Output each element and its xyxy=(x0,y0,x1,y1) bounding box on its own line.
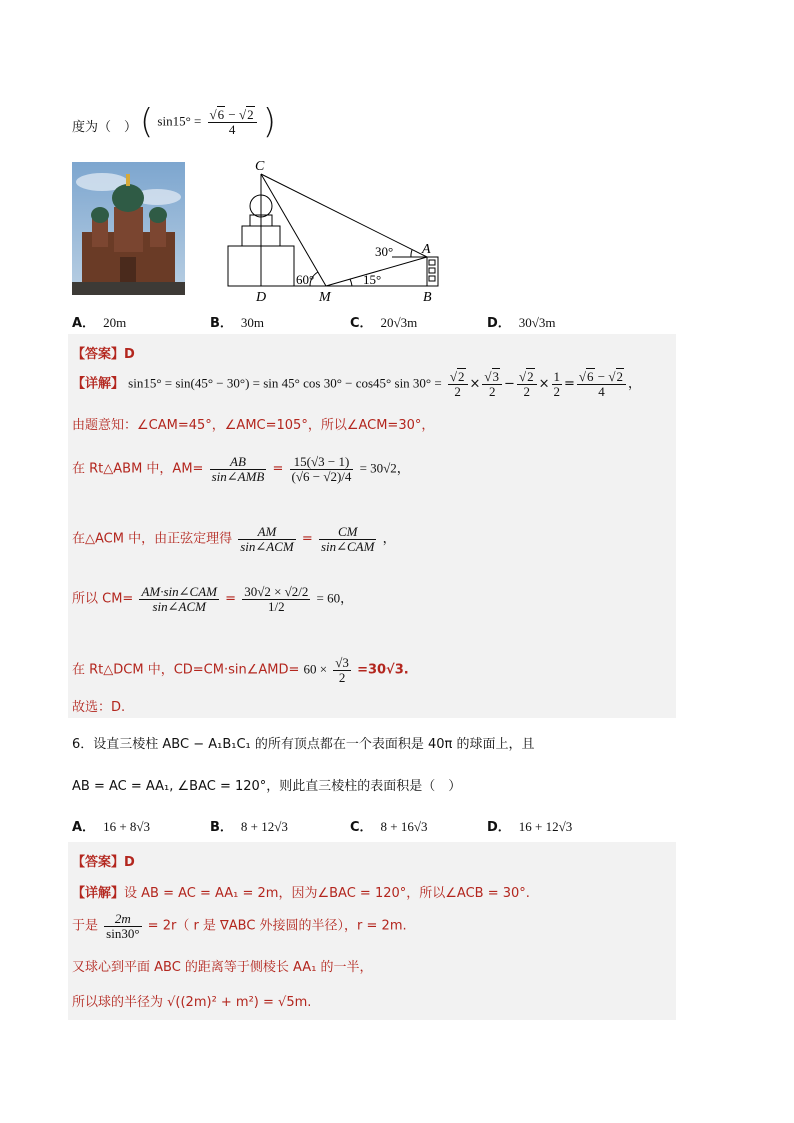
q5-answer-tag: 【答案】D xyxy=(72,347,135,362)
l3-frac1: $\frac{AB}{\text{sin∠AMB}}$ xyxy=(211,454,265,484)
q6-detail-line1 xyxy=(72,882,530,901)
q6-option-d[interactable] xyxy=(487,816,572,835)
d2-prefix: 于是 xyxy=(72,918,99,934)
option-label: C． xyxy=(350,820,373,835)
segment-CA xyxy=(261,174,427,257)
angle-30-label: 30° xyxy=(375,244,394,259)
option-value: 16 + 12√3 xyxy=(518,819,573,834)
label-D: D xyxy=(256,290,267,305)
label-A: A xyxy=(422,242,431,257)
q5-detail-line2: 由题意知：∠CAM=45°，∠AMC=105°，所以∠ACM=30°， xyxy=(72,418,435,433)
detail-tag: 【详解】 xyxy=(72,886,125,901)
q6-d1-text: 设 AB = AC = AA₁ = 2m，因为∠BAC = 120°，所以∠ACB = 30°. xyxy=(124,886,530,901)
option-label: A． xyxy=(72,316,96,331)
angle-arc-30 xyxy=(411,250,412,257)
d2-post: = 2r（ r 是 ∇ABC 外接圆的半径），r = 2m. xyxy=(147,918,407,934)
l6-result: =30√3. xyxy=(357,662,409,678)
l3-frac2: $\frac{15(√3 - 1)}{(√6 - √2)/4}$ xyxy=(291,454,352,484)
q5-option-a[interactable] xyxy=(72,312,126,331)
q5-hint-num-b: 2 xyxy=(247,106,254,122)
q5-hint-den: 4 xyxy=(228,121,236,137)
angle-arc-15 xyxy=(350,279,352,286)
q5-detail-line6 xyxy=(72,656,409,684)
frac-a: $\frac{√2}{2}$ xyxy=(448,370,468,398)
l6-frac: $\frac{√3}{2}$ xyxy=(335,655,349,685)
d2-frac: $\frac{2m}{\sin 30^\circ}$ xyxy=(106,911,140,941)
q5-detail-line3: 在 Rt△ABM 中，AM= $\frac{AB}{\text{sin∠AMB}}$ = $\frac{15(√3 - 1)}{(√6 - √2)/4}$ = 30√2， xyxy=(72,454,410,484)
option-value: 20m xyxy=(103,315,127,330)
q5-option-c[interactable] xyxy=(350,312,417,331)
q6-detail-line4: 所以球的半径为 √((2m)² + m²) = √5m. xyxy=(72,995,312,1010)
q6-answer-tag: 【答案】D xyxy=(72,855,135,870)
q5-detail-line7: 故选：D. xyxy=(72,700,126,715)
option-value: 8 + 12√3 xyxy=(240,819,288,834)
option-label: B． xyxy=(210,820,233,835)
q5-hint xyxy=(140,102,276,142)
q5-detail-line1: 【详解】 sin15° = sin(45° − 30°) = sin 45° cos 30° − cos45° sin 30° = $\frac{√2}{2}$ × $\frac{√3}{2}$ − $\frac{√2}{2}$ × $\frac{1}{2}$ = $\frac{√6 - √2}{4}$ ， xyxy=(72,369,642,399)
q6-stem-line2: AB = AC = AA₁, ∠BAC = 120°，则此直三棱柱的表面积是（ ） xyxy=(72,779,462,794)
q5-hint-frac: $\frac{√6 - √2}{4}$ xyxy=(208,108,257,136)
option-value: 20√3m xyxy=(380,315,418,330)
q5-detail-line4: 在△ACM 中，由正弦定理得 $\frac{AM}{\text{sin∠ACM}}$ = $\frac{CM}{\text{sin∠CAM}}$ ， xyxy=(72,524,396,554)
detail-tag: 【详解】 xyxy=(72,376,125,392)
q6-detail-line2 xyxy=(72,912,407,940)
l6-value: 60 × xyxy=(303,661,328,677)
q6-option-b[interactable] xyxy=(210,816,288,835)
q6-stem-line1: 6．设直三棱柱 ABC − A₁B₁C₁ 的所有顶点都在一个表面积是 40π 的球面上，且 xyxy=(72,737,535,752)
q5-option-b[interactable] xyxy=(210,312,264,331)
q6-option-a[interactable] xyxy=(72,816,150,835)
q5-hint-lhs: sin15° = xyxy=(157,113,202,129)
option-value: 30m xyxy=(240,315,265,330)
frac-e: $\frac{√6 - √2}{4}$ xyxy=(577,370,626,398)
line4-prefix: 在△ACM 中，由正弦定理得 xyxy=(72,531,233,547)
q5-stem-text: 度为（ ） xyxy=(72,120,138,135)
left-paren: ( xyxy=(140,102,154,142)
option-label: C． xyxy=(350,316,373,331)
label-C: C xyxy=(255,159,265,174)
line6-prefix: 在 Rt△DCM 中，CD=CM·sin∠AMD= xyxy=(72,662,300,678)
option-label: A． xyxy=(72,820,96,835)
frac-d: $\frac{1}{2}$ xyxy=(553,369,560,399)
l5-frac2: $\frac{30√2 \times √2/2}{1/2}$ xyxy=(244,584,309,614)
angle-60-label: 60° xyxy=(296,272,315,287)
label-B: B xyxy=(423,290,432,305)
q5-stem-tail xyxy=(72,116,137,135)
detail-formula: sin15° = sin(45° − 30°) = sin 45° cos 30° − cos45° sin 30° = xyxy=(128,375,442,391)
l5-result: = 60， xyxy=(316,590,354,606)
geometry-figure xyxy=(222,157,447,305)
option-label: B． xyxy=(210,316,233,331)
option-value: 16 + 8√3 xyxy=(103,819,151,834)
l3-result: = 30√2， xyxy=(359,460,410,476)
q6-option-c[interactable] xyxy=(350,816,428,835)
q6-detail-line3: 又球心到平面 ABC 的距离等于侧棱长 AA₁ 的一半， xyxy=(72,960,373,975)
q5-option-d[interactable] xyxy=(487,312,556,331)
right-paren: ) xyxy=(262,102,277,142)
option-label: D． xyxy=(487,820,511,835)
frac-b: $\frac{√3}{2}$ xyxy=(482,370,502,398)
q5-hint-num-a: 6 xyxy=(217,106,225,122)
frac-c: $\frac{√2}{2}$ xyxy=(517,370,537,398)
line5-prefix: 所以 CM= xyxy=(72,591,134,607)
option-value: 8 + 16√3 xyxy=(380,819,428,834)
line4-end: ， xyxy=(382,531,396,547)
l4-frac2: $\frac{CM}{\text{sin∠CAM}}$ xyxy=(320,524,375,554)
line3-prefix: 在 Rt△ABM 中，AM= xyxy=(72,461,204,477)
l4-frac1: $\frac{AM}{\text{sin∠ACM}}$ xyxy=(240,524,294,554)
angle-15-label: 15° xyxy=(363,272,382,287)
label-M: M xyxy=(319,290,331,305)
option-label: D． xyxy=(487,316,511,331)
cathedral-photo xyxy=(72,162,185,295)
option-value: 30√3m xyxy=(518,315,556,330)
q5-detail-line5: 所以 CM= $\frac{\text{AM·sin∠CAM}}{\text{sin∠ACM}}$ = $\frac{30√2 \times √2/2}{1/2}$ = 60， xyxy=(72,584,354,614)
q5-hint-minus: − xyxy=(225,106,239,122)
l5-frac1: $\frac{\text{AM·sin∠CAM}}{\text{sin∠ACM}}$ xyxy=(141,584,217,614)
